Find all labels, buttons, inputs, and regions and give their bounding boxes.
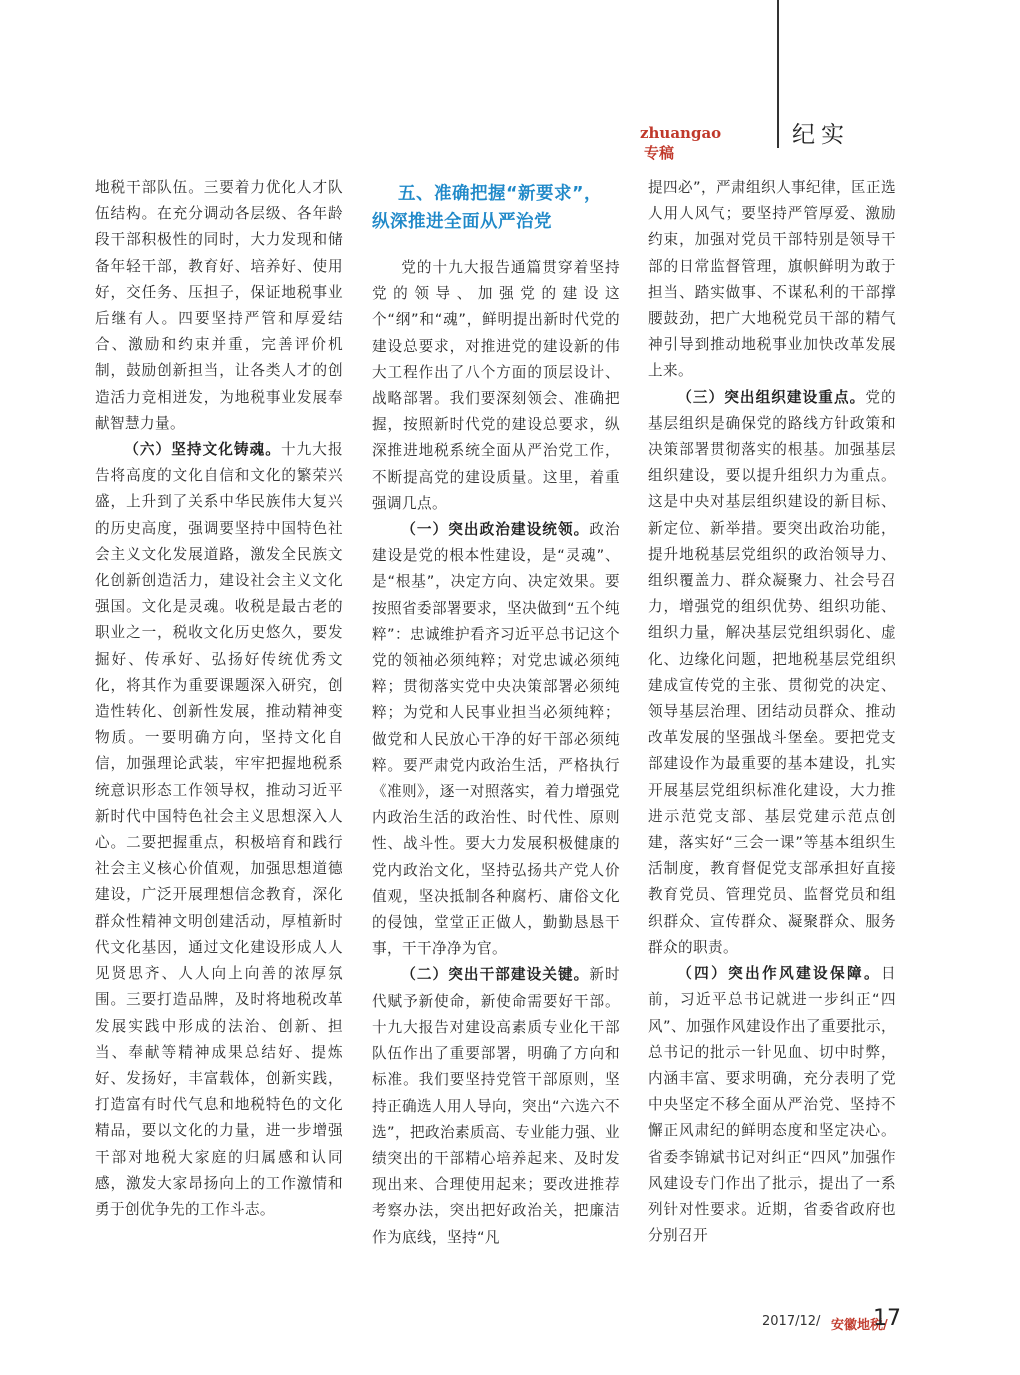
paragraph: 提四必”，严肃组织人事纪律，匡正选人用人风气；要坚持严管厚爱、激励约束，加强对党员干部特别是领导干部的日常监督管理，旗帜鲜明为敢于担当、踏实做事、不谋私利的干部撑腰鼓劲，把广大地税党员干部的精气神引导到推动地税事业加快改革发展上来。 [648, 179, 896, 380]
paragraph [372, 517, 620, 962]
subheading: （一）突出政治建设统领。 [401, 521, 590, 539]
section-title-line-1: 五、准确把握“新要求”， [398, 184, 603, 204]
column-tag [640, 124, 733, 163]
subheading: （六）坚持文化铸魂。 [124, 441, 281, 459]
paragraph: 党的十九大报告通篇贯穿着坚持党的领导、加强党的建设这个“纲”和“魂”，鲜明提出新时代党的建设总要求，对推进党的建设新的伟大工程作出了八个方面的顶层设计、战略部署。我们要深刻领会、准确把握，按照新时代党的建设总要求，纵深推进地税系统全面从严治党工作，不断提高党的建设质量。这里，着重强调几点。 [372, 259, 620, 512]
page-footer [762, 1306, 922, 1336]
paragraph [95, 437, 343, 1223]
paragraph [648, 961, 896, 1249]
paragraph [648, 385, 896, 961]
page-number: 17 [873, 1306, 901, 1331]
paragraph-body: 党的基层组织是确保党的路线方针政策和决策部署贯彻落实的根基。加强基层组织建设，要以提升组织力为重点。这是中央对基层组织建设的新目标、新定位、新举措。要突出政治功能，提升地税基层党组织的政治领导力、组织覆盖力、群众凝聚力、社会号召力，增强党的组织优势、组织功能、组织力量，解决基层党组织弱化、虚化、边缘化问题，把地税基层党组织建成宣传党的主张、贯彻党的决定、领导基层治理、团结动员群众、推动改革发展的坚强战斗堡垒。要把党支部建设作为最重要的基本建设，扎实开展基层党组织标准化建设，大力推进示范党支部、基层党建示范点创建，落实好“三会一课”等基本组织生活制度，教育督促党支部承担好直接教育党员、管理党员、监督党员和组织群众、宣传群众、凝聚群众、服务群众的职责。 [648, 388, 896, 956]
paragraph [372, 962, 620, 1250]
paragraph: 地税干部队伍。三要着力优化人才队伍结构。在充分调动各层级、各年龄段干部积极性的同时，大力发现和储备年轻干部，教育好、培养好、使用好，交任务、压担子，保证地税事业后继有人。四要坚持严管和厚爱结合、激励和约束并重，完善评价机制，鼓励创新担当，让各类人才的创造活力竞相迸发，为地税事业发展奉献智慧力量。 [95, 179, 343, 432]
paragraph-body: 十九大报告将高度的文化自信和文化的繁荣兴盛，上升到了关系中华民族伟大复兴的历史高度，强调要坚持中国特色社会主义文化发展道路，激发全民族文化创新创造活力，建设社会主义文化强国。文化是灵魂。收税是最古老的职业之一，税收文化历史悠久，要发掘好、传承好、弘扬好传统优秀文化，将其作为重要课题深入研究，创造性转化、创新性发展，推动精神变物质。一要明确方向，坚持文化自信，加强理论武装，牢牢把握地税系统意识形态工作领导权，推动习近平新时代中国特色社会主义思想深入人心。二要把握重点，积极培育和践行社会主义核心价值观，加强思想道德建设，广泛开展理想信念教育，深化群众性精神文明创建活动，厚植新时代文化基因，通过文化建设形成人人见贤思齐、人人向上向善的浓厚氛围。三要打造品牌，及时将地税改革发展实践中形成的法治、创新、担当、奉献等精神成果总结好、提炼好、发扬好，丰富载体，创新实践，打造富有时代气息和地税特色的文化精品，要以文化的力量，进一步增强干部对地税大家庭的归属感和认同感，激发大家昂扬向上的工作激情和勇于创优争先的工作斗志。 [95, 441, 343, 1218]
paragraph-body: 新时代赋予新使命，新使命需要好干部。十九大报告对建设高素质专业化干部队伍作出了重要部署，明确了方向和标准。我们要坚持党管干部原则，坚持正确选人用人导向，突出“六选六不选”，把政治素质高、专业能力强、业绩突出的干部精心培养起来、及时发现出来、合理使用起来；要改进推荐考察办法，突出把好政治关，把廉洁作为底线，坚持“凡 [372, 966, 620, 1246]
column-tag-zh: 专稿 [644, 144, 675, 162]
subheading: （二）突出干部建设关键。 [401, 966, 590, 984]
subheading: （三）突出组织建设重点。 [677, 388, 866, 406]
section-title [372, 180, 634, 236]
text-column-2 [372, 255, 620, 1251]
text-column-1 [95, 175, 343, 1223]
section-name: 纪实 [792, 122, 850, 148]
paragraph-body: 日前，习近平总书记就进一步纠正“四风”、加强作风建设作出了重要批示，总书记的批示一针见血、切中时弊，内涵丰富、要求明确，充分表明了党中央坚定不移全面从严治党、坚持不懈正风肃纪的鲜明态度和坚定决心。省委李锦斌书记对纠正“四风”加强作风建设专门作出了批示，提出了一系列针对性要求。近期，省委省政府也分别召开 [648, 965, 896, 1245]
subheading: （四）突出作风建设保障。 [677, 965, 881, 983]
page-header [640, 112, 940, 162]
paragraph-body: 政治建设是党的根本性建设，是“灵魂”、是“根基”，决定方向、决定效果。要按照省委部署要求，坚决做到“五个纯粹”：忠诚维护看齐习近平总书记这个党的领袖必须纯粹；对党忠诚必须纯粹；贯彻落实党中央决策部署必须纯粹；为党和人民事业担当必须纯粹；做党和人民放心干净的好干部必须纯粹。要严肃党内政治生活，严格执行《准则》，逐一对照落实，着力增强党内政治生活的政治性、时代性、原则性、战斗性。要大力发展积极健康的党内政治文化，坚持弘扬共产党人价值观，坚决抵制各种腐朽、庸俗文化的侵蚀，堂堂正正做人，勤勤恳恳干事，干干净净为官。 [372, 521, 620, 958]
issue-date: 2017/12/ [762, 1314, 821, 1329]
text-column-3 [648, 175, 896, 1249]
magazine-name: 安徽地税/ [831, 1318, 888, 1333]
section-title-line-2: 纵深推进全面从严治党 [372, 212, 552, 232]
column-tag-pinyin: zhuangao [640, 124, 722, 142]
